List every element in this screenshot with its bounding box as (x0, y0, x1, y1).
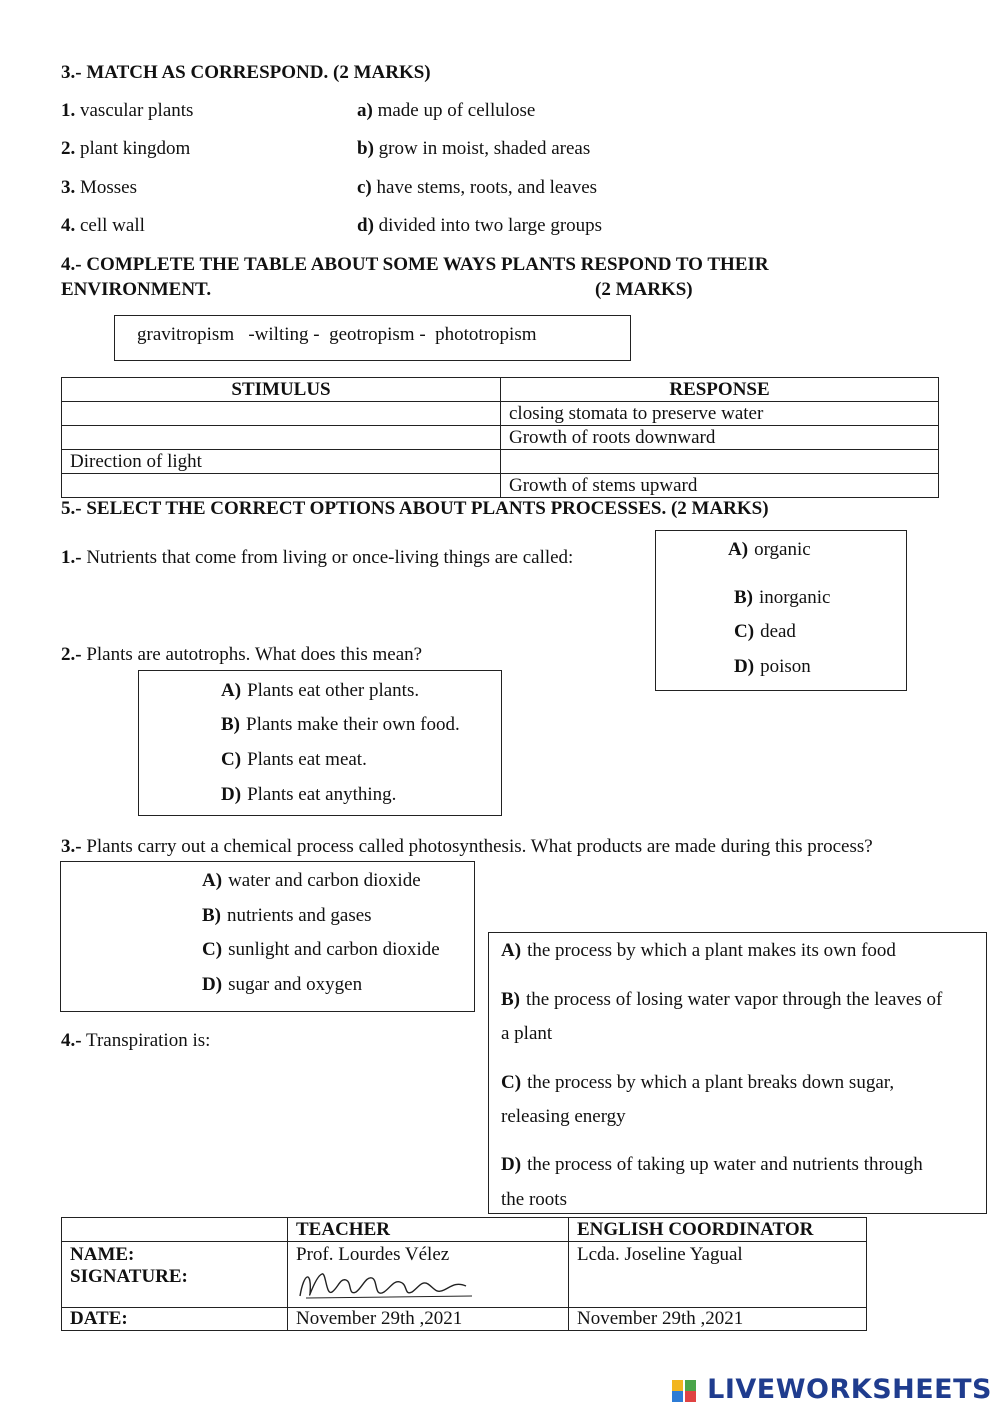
option-a[interactable]: A) water and carbon dioxide (202, 870, 421, 891)
list-item: 4. cell wall (61, 215, 145, 236)
q4-marks: (2 MARKS) (595, 279, 693, 300)
table-header: TEACHER (288, 1218, 569, 1242)
options-box-q2 (138, 670, 502, 816)
option-c-cont: releasing energy (501, 1106, 626, 1127)
question-2: 2.- Plants are autotrophs. What does this mean? (61, 644, 423, 665)
coordinator-date: November 29th ,2021 (569, 1308, 867, 1331)
table-cell: Growth of stems upward (501, 474, 939, 498)
table-cell[interactable] (62, 474, 501, 498)
list-item: 1. vascular plants (61, 100, 194, 121)
option-b[interactable]: B) inorganic (734, 587, 831, 608)
date-label: DATE: (62, 1308, 288, 1331)
signature-label: SIGNATURE: (70, 1266, 188, 1287)
table-header: ENGLISH COORDINATOR (569, 1218, 867, 1242)
option-d[interactable]: D) sugar and oxygen (202, 974, 363, 995)
signature-table (61, 1217, 867, 1331)
option-b[interactable]: B) Plants make their own food. (221, 714, 460, 735)
brand-text: LIVEWORKSHEETS (707, 1374, 992, 1405)
options-box-q1 (655, 530, 907, 691)
list-item: d) divided into two large groups (357, 215, 603, 236)
teacher-date: November 29th ,2021 (288, 1308, 569, 1331)
table-row (62, 402, 939, 426)
question-1: 1.- Nutrients that come from living or once-living things are called: (61, 547, 574, 568)
name-signature-label (62, 1242, 288, 1308)
options-box-q4 (488, 932, 987, 1214)
question-4: 4.- Transpiration is: (61, 1030, 211, 1051)
option-a[interactable]: A) the process by which a plant makes its own food (501, 940, 896, 961)
option-b-cont: a plant (501, 1023, 553, 1044)
q4-heading-line2: ENVIRONMENT. (61, 279, 212, 300)
table-row (62, 1242, 867, 1308)
table-row (62, 426, 939, 450)
liveworksheets-logo (671, 1374, 992, 1405)
table-cell: Direction of light (62, 450, 501, 474)
option-d[interactable]: D) the process of taking up water and nutrients through (501, 1154, 923, 1175)
table-header-blank (62, 1218, 288, 1242)
list-item: 2. plant kingdom (61, 138, 191, 159)
question-3: 3.- Plants carry out a chemical process called photosynthesis. What products are made during this process? (61, 836, 873, 857)
table-row (62, 474, 939, 498)
table-row (62, 450, 939, 474)
options-box-q3 (60, 861, 475, 1012)
table-row (62, 1308, 867, 1331)
teacher-cell (288, 1242, 569, 1308)
option-b[interactable]: B) the process of losing water vapor through the leaves of (501, 989, 943, 1010)
teacher-name: Prof. Lourdes Vélez (296, 1244, 450, 1265)
logo-squares-icon (671, 1380, 697, 1402)
word-bank (114, 315, 631, 361)
coordinator-name: Lcda. Joseline Yagual (569, 1242, 867, 1308)
option-d-cont: the roots (501, 1189, 567, 1210)
table-cell[interactable] (62, 402, 501, 426)
option-d[interactable]: D) Plants eat anything. (221, 784, 397, 805)
table-header: RESPONSE (501, 378, 939, 402)
table-cell[interactable] (62, 426, 501, 450)
option-a[interactable]: A) Plants eat other plants. (221, 680, 420, 701)
table-cell[interactable] (501, 450, 939, 474)
list-item: a) made up of cellulose (357, 100, 536, 121)
option-c[interactable]: C) Plants eat meat. (221, 749, 367, 770)
option-c[interactable]: C) dead (734, 621, 796, 642)
option-b[interactable]: B) nutrients and gases (202, 905, 372, 926)
table-header: STIMULUS (62, 378, 501, 402)
list-item: b) grow in moist, shaded areas (357, 138, 591, 159)
list-item: 3. Mosses (61, 177, 138, 198)
signature-icon (296, 1266, 476, 1302)
list-item: c) have stems, roots, and leaves (357, 177, 598, 198)
stimulus-response-table (61, 377, 939, 498)
option-d[interactable]: D) poison (734, 656, 811, 677)
option-a[interactable]: A) organic (728, 539, 811, 560)
q5-heading: 5.- SELECT THE CORRECT OPTIONS ABOUT PLANTS PROCESSES. (2 MARKS) (61, 498, 769, 519)
option-c[interactable]: C) sunlight and carbon dioxide (202, 939, 440, 960)
table-cell: closing stomata to preserve water (501, 402, 939, 426)
table-cell: Growth of roots downward (501, 426, 939, 450)
option-c[interactable]: C) the process by which a plant breaks down sugar, (501, 1072, 895, 1093)
q3-heading: 3.- MATCH AS CORRESPOND. (2 MARKS) (61, 62, 431, 83)
name-label: NAME: (70, 1244, 135, 1265)
q4-heading-line1: 4.- COMPLETE THE TABLE ABOUT SOME WAYS PLANTS RESPOND TO THEIR (61, 254, 769, 275)
word-bank-text: gravitropism -wilting - geotropism - phototropism (137, 324, 537, 345)
